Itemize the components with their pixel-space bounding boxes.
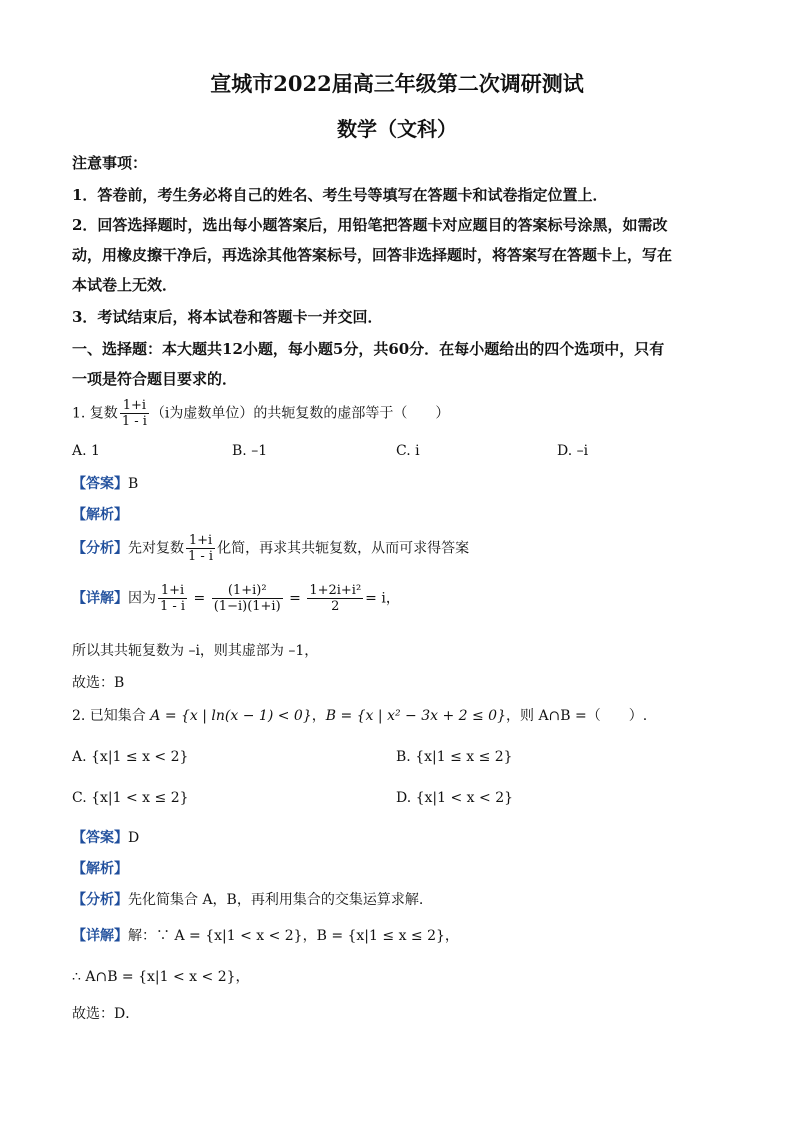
notice-item-2-line-2: 动，用橡皮擦干净后，再选涂其他答案标号，回答非选择题时，将答案写在答题卡上，写在: [72, 246, 673, 264]
q1-xiangjie-pre: 因为: [128, 590, 156, 607]
q1-analysis-label: 【解析】: [72, 507, 128, 523]
q1-answer-tag: 【答案】: [72, 476, 128, 492]
q1-conj-line: 所以其共轭复数为 –i，则其虚部为 –1，: [72, 643, 319, 659]
q2-set-a: A = {x | ln(x − 1) < 0}: [150, 708, 312, 724]
q1-fenxi: [72, 533, 469, 564]
q1-fenxi-frac-num: 1+i: [186, 533, 215, 549]
q2-option-c: C. {x|1 < x ≤ 2}: [72, 790, 189, 806]
q1-expr-left: [158, 583, 187, 614]
exam-title: 宣城市2022届高三年级第二次调研测试: [210, 71, 584, 96]
q1-expr-left-num: 1+i: [158, 583, 187, 599]
q1-prefix: 1. 复数: [72, 405, 118, 422]
q2-analysis-tag: [72, 858, 128, 878]
q2-therefore: ∴ A∩B = {x|1 < x < 2}，: [72, 969, 250, 985]
q1-expr-mid-den: (1−i)(1+i): [213, 599, 281, 614]
q2-analysis-label: 【解析】: [72, 861, 128, 877]
q1-fenxi-fraction: [186, 533, 215, 564]
q1-expr-end: = i，: [365, 590, 400, 607]
q2-fenxi-text: 先化简集合 A，B，再利用集合的交集运算求解.: [128, 892, 424, 908]
q1-xiangjie-tag: 【详解】: [72, 590, 128, 607]
q1-option-a: A. 1: [72, 443, 100, 459]
q1-expr-mid: [212, 583, 283, 614]
q2-answer: D: [128, 830, 140, 846]
q2-xiangjie-tag: 【详解】: [72, 928, 128, 944]
q1-expr-right-num: 1+2i+i²: [309, 583, 362, 598]
q1-expr-left-den: 1 - i: [160, 599, 186, 614]
q1-fenxi-pre: 先对复数: [128, 540, 184, 557]
q1-stem: [72, 398, 449, 429]
q1-suffix: （i为虚数单位）的共轭复数的虚部等于（ ）: [150, 405, 450, 422]
q1-frac-den: 1 - i: [121, 414, 147, 429]
q1-fraction: [120, 398, 149, 429]
q1-fenxi-frac-den: 1 - i: [188, 549, 214, 564]
q1-expr-right: [307, 583, 363, 614]
q1-xiangjie: 【详解】因为 $\frac{1+i}{1 - i}$ = $\frac{\text{(1+i)²}}{(1-i)(1+i)}$ = $\frac{\text{1+2i+i²}}{2}$ = i，: [72, 583, 400, 614]
q2-fenxi: [72, 889, 423, 909]
notice-item-2-line-3: 本试卷上无效．: [72, 276, 178, 294]
q2-answer-tag: 【答案】: [72, 830, 128, 846]
q2-option-d: D. {x|1 < x < 2}: [396, 790, 514, 806]
exam-subtitle: 数学（文科）: [337, 117, 457, 141]
q2-choose: 故选：D．: [72, 1006, 140, 1022]
q2-option-a: A. {x|1 ≤ x < 2}: [72, 749, 189, 765]
q2-stem-prefix: 2. 已知集合: [72, 708, 146, 724]
q1-option-c: C. i: [396, 443, 420, 459]
q1-option-d: D. –i: [557, 443, 589, 459]
q2-xiangjie: [72, 925, 459, 945]
q1-fenxi-post: 化简，再求其共轭复数，从而可求得答案: [217, 540, 470, 557]
q1-expr-right-den: 2: [331, 599, 340, 614]
q2-fenxi-tag: 【分析】: [72, 892, 128, 908]
q1-choose: 故选：B: [72, 675, 125, 691]
q1-frac-num: 1+i: [120, 398, 149, 414]
q1-expr-mid-num: (1+i)²: [212, 583, 283, 599]
q2-option-b: B. {x|1 ≤ x ≤ 2}: [396, 749, 513, 765]
q2-xiangjie-text: 解：∵ A = {x|1 < x < 2}，B = {x|1 ≤ x ≤ 2}，: [128, 928, 459, 944]
q1-fenxi-tag: 【分析】: [72, 540, 128, 557]
q2-stem-suffix: ，则 A∩B =（ ）.: [506, 708, 648, 724]
q1-analysis-tag: [72, 504, 128, 524]
notice-item-3: 3．考试结束后，将本试卷和答题卡一并交回．: [72, 308, 383, 326]
notice-heading: 注意事项：: [72, 154, 148, 172]
section-heading-line-2: 一项是符合题目要求的．: [72, 370, 238, 388]
notice-item-1: 1．答卷前，考生务必将自己的姓名、考生号等填写在答题卡和试卷指定位置上．: [72, 186, 608, 204]
q2-stem: 2. 已知集合 A = {x | ln(x − 1) < 0}，B = {x | x² − 3x + 2 ≤ 0}，则 A∩B =（ ）.: [72, 708, 648, 724]
notice-item-2-line-1: 2．回答选择题时，选出每小题答案后，用铅笔把答题卡对应题目的答案标号涂黑，如需改: [72, 216, 668, 234]
q2-set-b: B = {x | x² − 3x + 2 ≤ 0}: [325, 708, 506, 724]
q1-answer: B: [128, 476, 139, 492]
q1-answer-line: [72, 473, 138, 493]
section-heading-line-1: 一、选择题：本大题共12小题，每小题5分，共60分．在每小题给出的四个选项中，只有: [72, 340, 665, 358]
q2-answer-line: [72, 827, 139, 847]
q1-option-b: B. –1: [232, 443, 268, 459]
